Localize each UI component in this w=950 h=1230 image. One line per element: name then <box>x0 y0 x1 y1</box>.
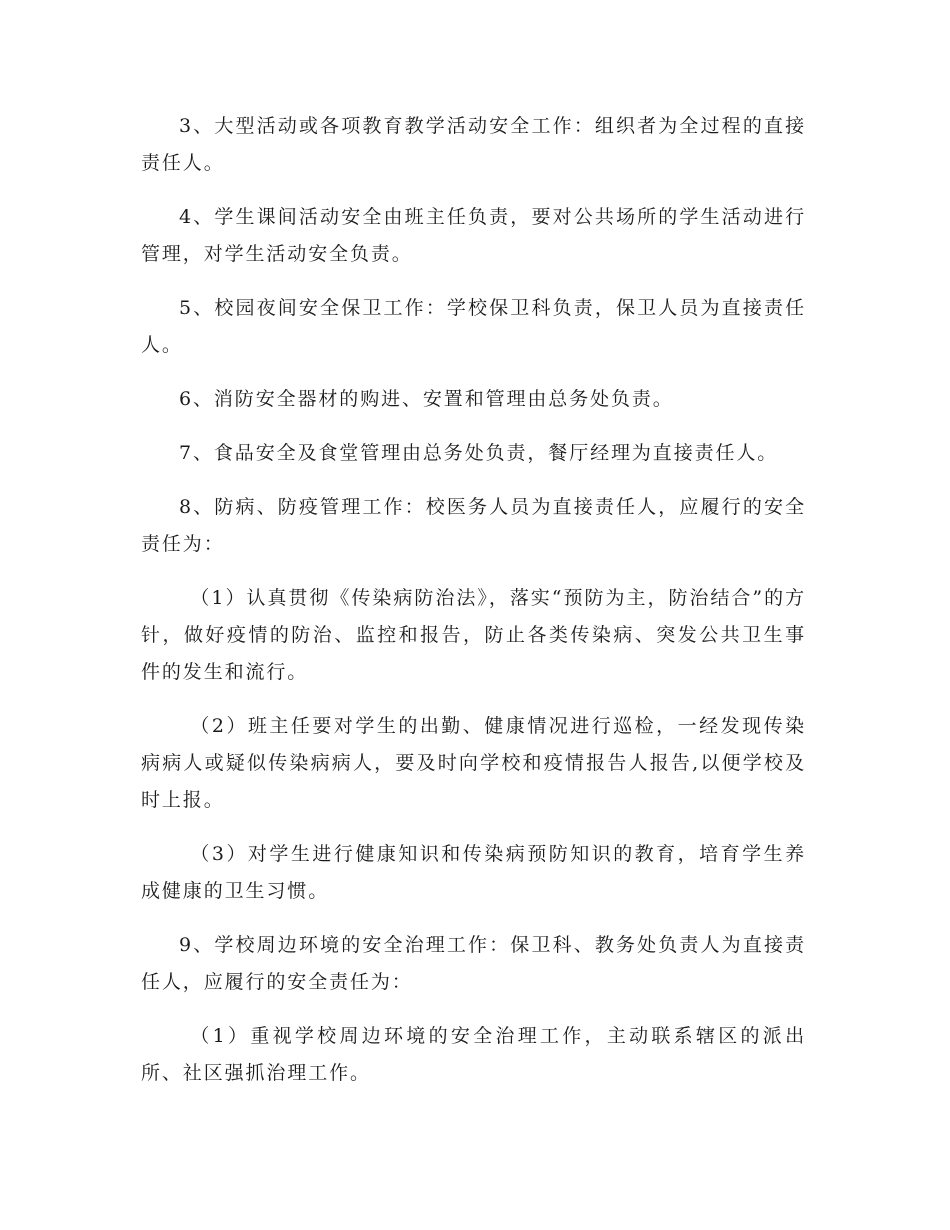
document-body <box>141 108 806 1109</box>
paragraph-subitem-8-2: （2）班主任要对学生的出勤、健康情况进行巡检，一经发现传染病病人或疑似传染病病人，要及时向学校和疫情报告人报告,以便学校及时上报。 <box>141 715 806 811</box>
paragraph-item-7: 7、食品安全及食堂管理由总务处负责，餐厅经理为直接责任人。 <box>179 442 779 464</box>
paragraph-subitem-8-3: （3）对学生进行健康知识和传染病预防知识的教育，培育学生养成健康的卫生习惯。 <box>141 843 806 902</box>
paragraph-subitem-9-1: （1）重视学校周边环境的安全治理工作，主动联系辖区的派出所、社区强抓治理工作。 <box>141 1025 806 1084</box>
paragraph-subitem-8-1: （1）认真贯彻《传染病防治法》，落实“预防为主，防治结合”的方针，做好疫情的防治、监控和报告，防止各类传染病、突发公共卫生事件的发生和流行。 <box>141 587 806 683</box>
paragraph-item-9: 9、学校周边环境的安全治理工作：保卫科、教务处负责人为直接责任人，应履行的安全责任为： <box>141 934 806 993</box>
paragraph-item-5: 5、校园夜间安全保卫工作：学校保卫科负责，保卫人员为直接责任人。 <box>141 297 806 356</box>
paragraph-item-6: 6、消防安全器材的购进、安置和管理由总务处负责。 <box>179 388 674 410</box>
paragraph-item-8: 8、防病、防疫管理工作：校医务人员为直接责任人，应履行的安全责任为： <box>141 496 806 555</box>
paragraph-item-4: 4、学生课间活动安全由班主任负责，要对公共场所的学生活动进行管理，对学生活动安全负责。 <box>141 206 806 265</box>
paragraph-item-3: 3、大型活动或各项教育教学活动安全工作：组织者为全过程的直接责任人。 <box>141 115 806 174</box>
